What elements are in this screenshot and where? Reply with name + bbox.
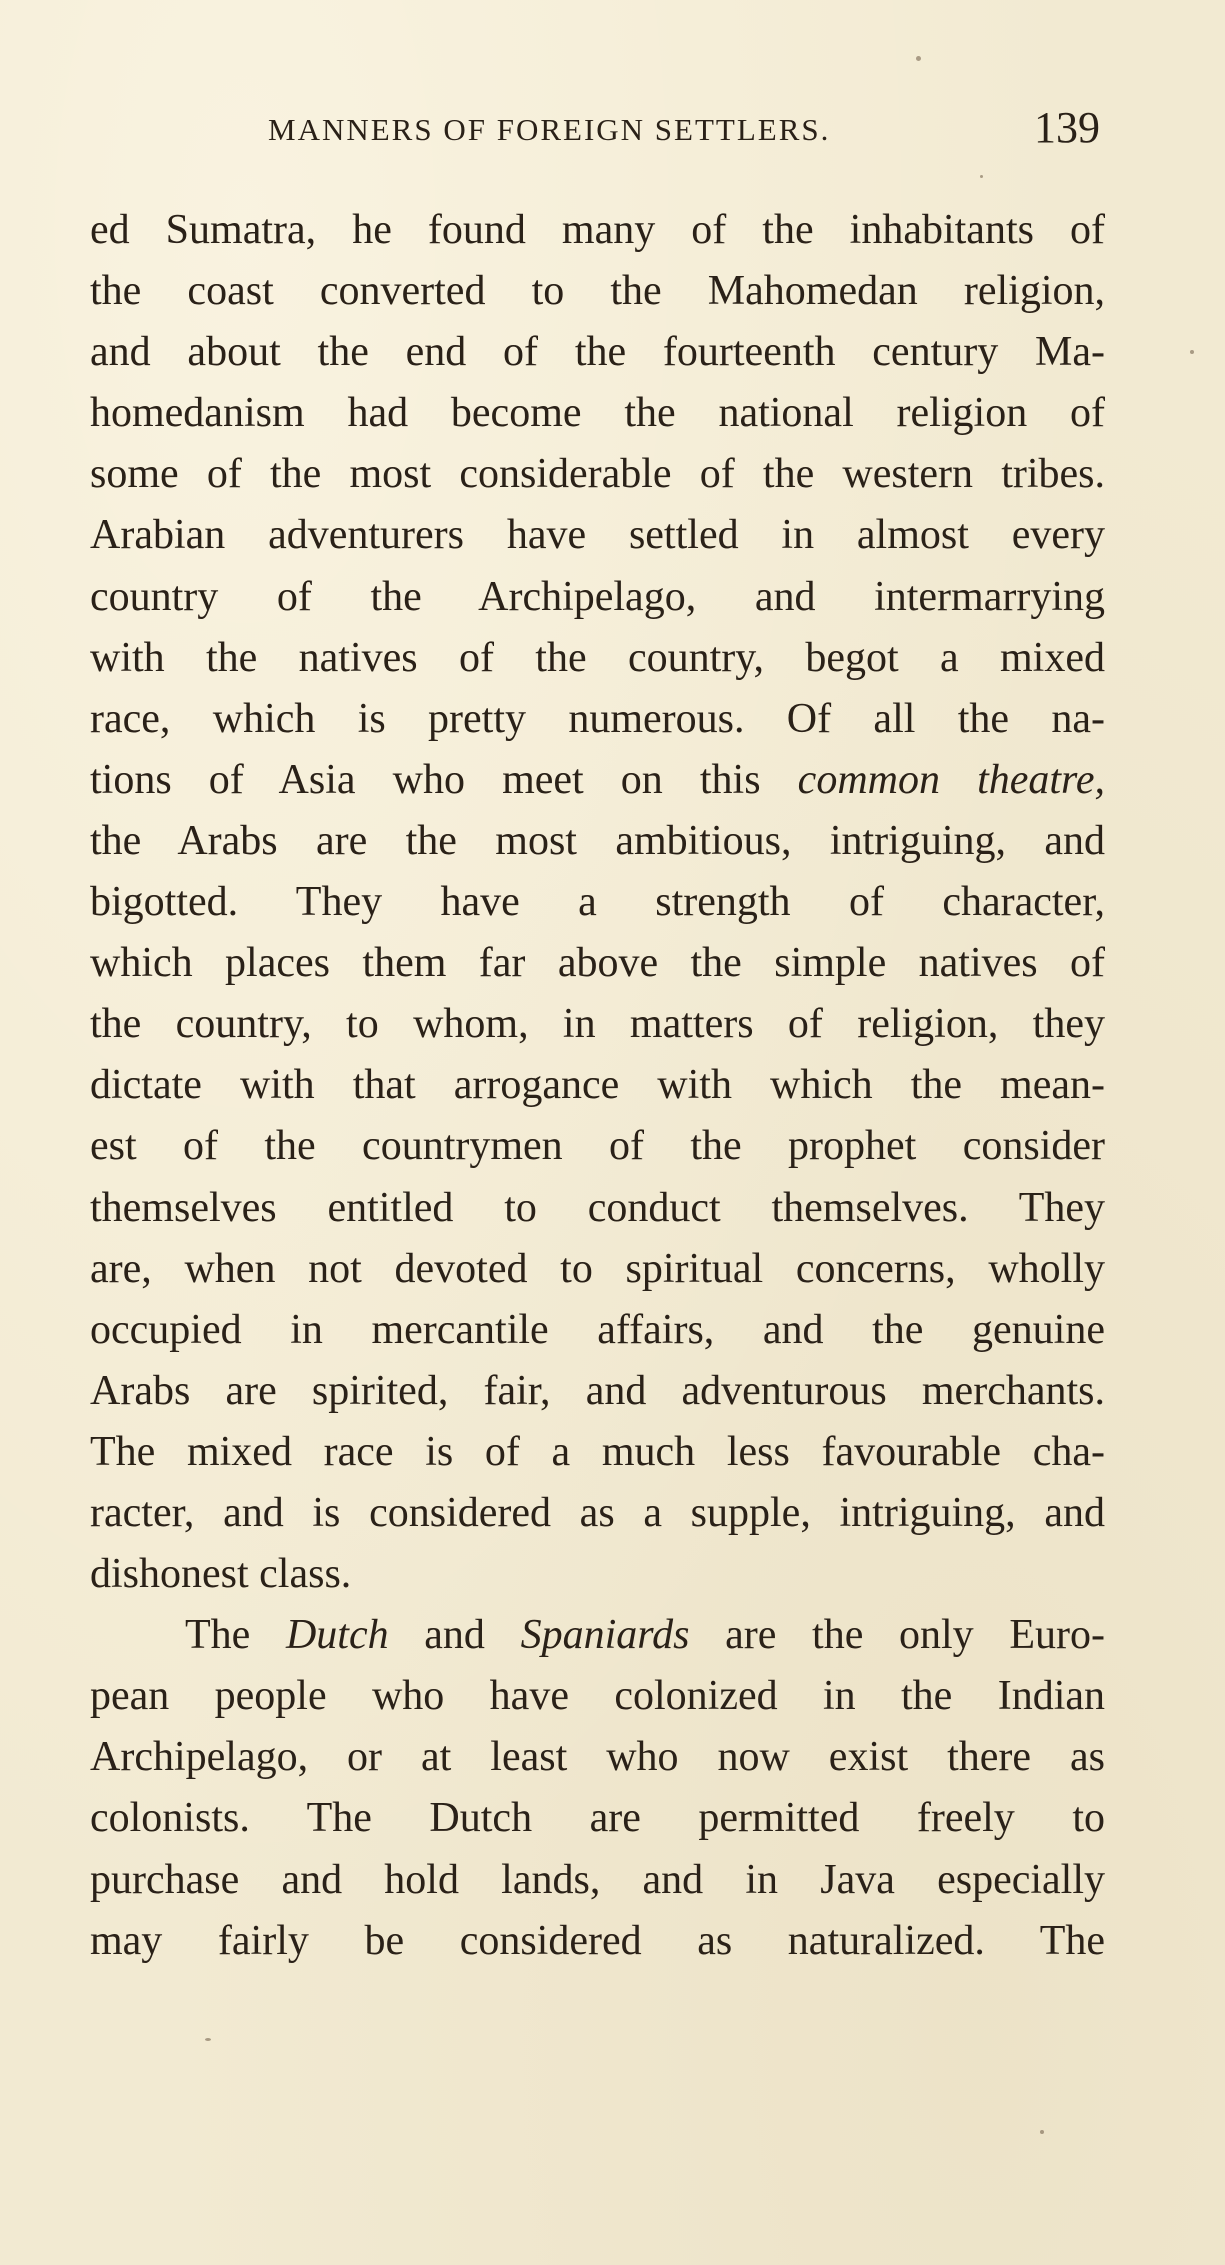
text-line-21: The mixed race is of a much less favourable cha- bbox=[90, 1428, 1105, 1475]
text-line-10 bbox=[90, 750, 1105, 811]
text-line-22: racter, and is considered as a supple, intriguing, and bbox=[90, 1489, 1105, 1536]
text-line-9: race, which is pretty numerous. Of all the na- bbox=[90, 695, 1105, 742]
text-line-3: and about the end of the fourteenth century Ma- bbox=[90, 329, 1105, 376]
text-line-7: country of the Archipelago, and intermarrying bbox=[90, 573, 1105, 620]
paper-speck bbox=[1190, 350, 1194, 354]
text-line-4: homedanism had become the national religion of bbox=[90, 390, 1105, 437]
text-line-28: purchase and hold lands, and in Java especially bbox=[90, 1856, 1105, 1903]
text-line-25: pean people who have colonized in the Indian bbox=[90, 1673, 1105, 1720]
text-line-8: with the natives of the country, begot a mixed bbox=[90, 634, 1105, 681]
text-roman-the: The bbox=[185, 1612, 286, 1659]
text-line-10-roman: tions of Asia who meet on this bbox=[90, 756, 798, 803]
text-line-27: colonists. The Dutch are permitted freely to bbox=[90, 1795, 1105, 1842]
text-line-23: dishonest class. bbox=[90, 1551, 352, 1598]
text-line-5: some of the most considerable of the western tribes. bbox=[90, 451, 1105, 498]
italic-spaniards: Spaniards bbox=[520, 1612, 690, 1659]
paragraph-start-line bbox=[90, 1605, 1105, 1666]
text-line-12: bigotted. They have a strength of character, bbox=[90, 879, 1105, 926]
text-line-20: Arabs are spirited, fair, and adventurous merchants. bbox=[90, 1367, 1105, 1414]
text-roman-and: and bbox=[388, 1612, 521, 1659]
running-head bbox=[90, 103, 1100, 156]
running-title: MANNERS OF FOREIGN SETTLERS. bbox=[268, 112, 831, 147]
text-line-1: ed Sumatra, he found many of the inhabitants of bbox=[90, 207, 1105, 253]
text-line-18: are, when not devoted to spiritual concerns, wholly bbox=[90, 1245, 1105, 1292]
text-line-14: the country, to whom, in matters of religion, they bbox=[90, 1001, 1105, 1048]
text-line-6: Arabian adventurers have settled in almost every bbox=[90, 512, 1105, 559]
paper-speck bbox=[980, 175, 983, 178]
text-line-26: Archipelago, or at least who now exist there as bbox=[90, 1734, 1105, 1781]
text-line-11: the Arabs are the most ambitious, intriguing, and bbox=[90, 817, 1105, 864]
text-line-2: the coast converted to the Mahomedan religion, bbox=[90, 268, 1105, 315]
page-number: 139 bbox=[1034, 103, 1100, 152]
paper-speck bbox=[916, 56, 921, 61]
text-line-13: which places them far above the simple natives of bbox=[90, 940, 1105, 987]
paper-speck bbox=[1040, 2130, 1044, 2134]
text-line-29: may fairly be considered as naturalized. The bbox=[90, 1917, 1105, 1964]
text-line-17: themselves entitled to conduct themselves. They bbox=[90, 1184, 1105, 1231]
body-text bbox=[90, 200, 1105, 1972]
paper-speck bbox=[205, 2038, 211, 2041]
text-roman-rest: are the only Euro- bbox=[689, 1612, 1105, 1659]
text-line-16: est of the countrymen of the prophet consider bbox=[90, 1123, 1105, 1170]
text-line-19: occupied in mercantile affairs, and the genuine bbox=[90, 1306, 1105, 1353]
text-line-15: dictate with that arrogance with which the mean- bbox=[90, 1062, 1105, 1109]
italic-dutch: Dutch bbox=[285, 1612, 389, 1659]
italic-common-theatre: common theatre, bbox=[797, 756, 1105, 803]
